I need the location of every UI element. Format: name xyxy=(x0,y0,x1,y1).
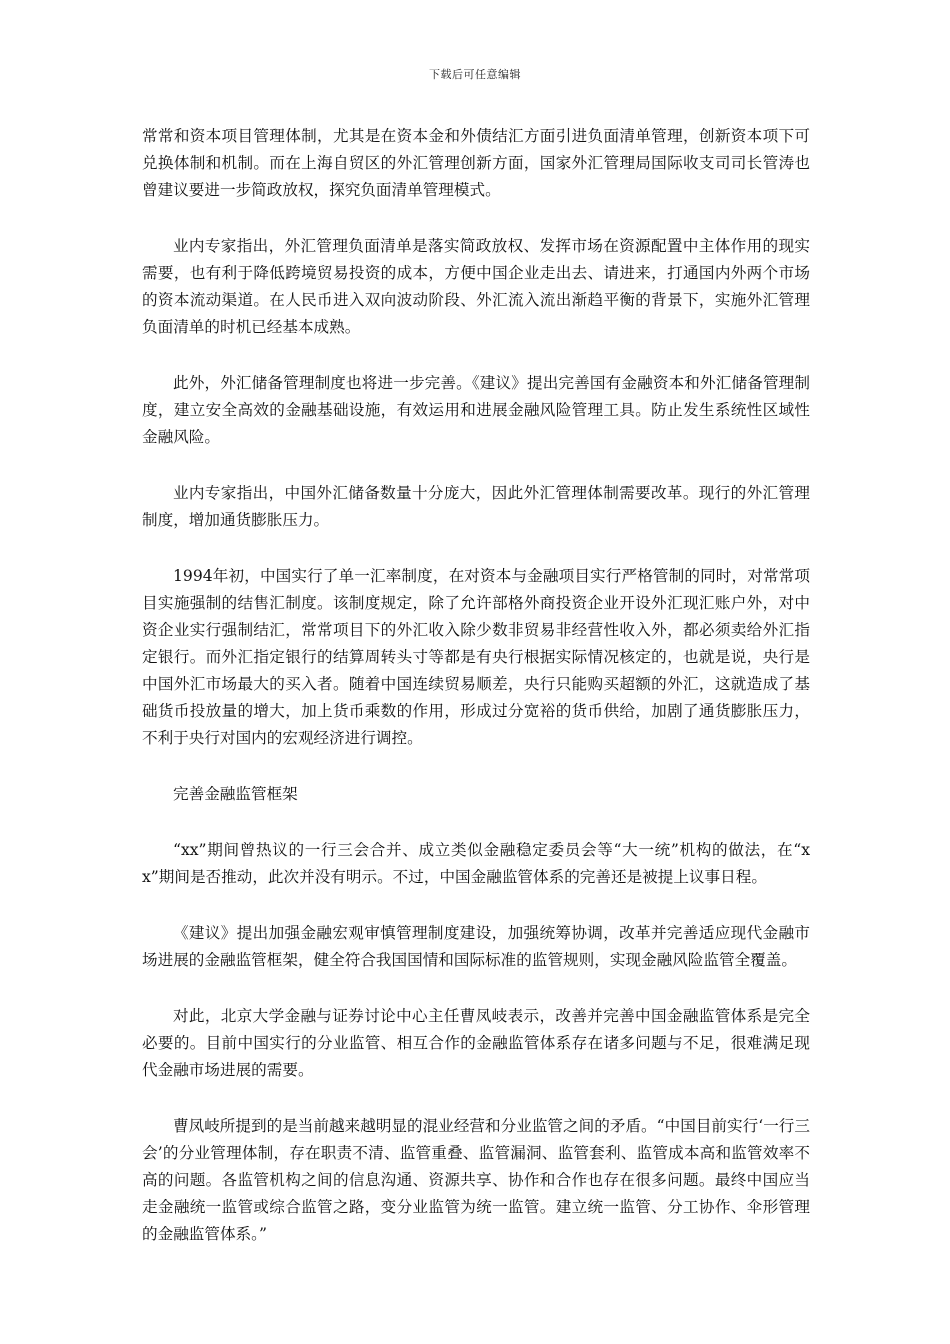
paragraph: 1994年初，中国实行了单一汇率制度，在对资本与金融项目实行严格管制的同时，对常常项目实施强制的结售汇制度。该制度规定，除了允许部格外商投资企业开设外汇现汇账户外，对中资企业实行强制结汇，常常项目下的外汇收入除少数非贸易非经营性收入外，都必须卖给外汇指定银行。而外汇指定银行的结算周转头寸等都是有央行根据实际情况核定的，也就是说，央行是中国外汇市场最大的买入者。随着中国连续贸易顺差，央行只能购买超额的外汇，这就造成了基础货币投放量的增大，加上货币乘数的作用，形成过分宽裕的货币供给，加剧了通货膨胀压力，不利于央行对国内的宏观经济进行调控。 xyxy=(142,567,810,747)
document-body xyxy=(142,123,810,1277)
paragraph: 《建议》提出加强金融宏观审慎管理制度建设，加强统筹协调，改革并完善适应现代金融市场进展的金融监管框架，健全符合我国国情和国际标准的监管规则，实现金融风险监管全覆盖。 xyxy=(142,924,810,969)
paragraph: 业内专家指出，中国外汇储备数量十分庞大，因此外汇管理体制需要改革。现行的外汇管理制度，增加通货膨胀压力。 xyxy=(142,484,810,529)
paragraph: 此外，外汇储备管理制度也将进一步完善。《建议》提出完善国有金融资本和外汇储备管理制度，建立安全高效的金融基础设施，有效运用和进展金融风险管理工具。防止发生系统性区域性金融风险。 xyxy=(142,374,810,446)
page-header: 下载后可任意编辑 xyxy=(429,68,521,81)
paragraph: 曹凤岐所提到的是当前越来越明显的混业经营和分业监管之间的矛盾。“中国目前实行‘一行三会’的分业管理体制，存在职责不清、监管重叠、监管漏洞、监管套利、监管成本高和监管效率不高的问题。各监管机构之间的信息沟通、资源共享、协作和合作也存在很多问题。最终中国应当走金融统一监管或综合监管之路，变分业监管为统一监管。建立统一监管、分工协作、伞形管理的金融监管体系。” xyxy=(142,1117,810,1243)
paragraph: “xx”期间曾热议的一行三会合并、成立类似金融稳定委员会等“大一统”机构的做法，在“xx”期间是否推动，此次并没有明示。不过，中国金融监管体系的完善还是被提上议事日程。 xyxy=(142,841,810,886)
paragraph: 对此，北京大学金融与证券讨论中心主任曹凤岐表示，改善并完善中国金融监管体系是完全必要的。目前中国实行的分业监管、相互合作的金融监管体系存在诸多问题与不足，很难满足现代金融市场进展的需要。 xyxy=(142,1007,810,1079)
paragraph: 业内专家指出，外汇管理负面清单是落实简政放权、发挥市场在资源配置中主体作用的现实需要，也有利于降低跨境贸易投资的成本，方便中国企业走出去、请进来，打通国内外两个市场的资本流动渠道。在人民币进入双向波动阶段、外汇流入流出渐趋平衡的背景下，实施外汇管理负面清单的时机已经基本成熟。 xyxy=(142,237,810,336)
section-heading: 完善金融监管框架 xyxy=(173,785,298,803)
paragraph: 常常和资本项目管理体制，尤其是在资本金和外债结汇方面引进负面清单管理，创新资本项下可兑换体制和机制。而在上海自贸区的外汇管理创新方面，国家外汇管理局国际收支司司长管涛也曾建议要进一步简政放权，探究负面清单管理模式。 xyxy=(142,127,810,199)
